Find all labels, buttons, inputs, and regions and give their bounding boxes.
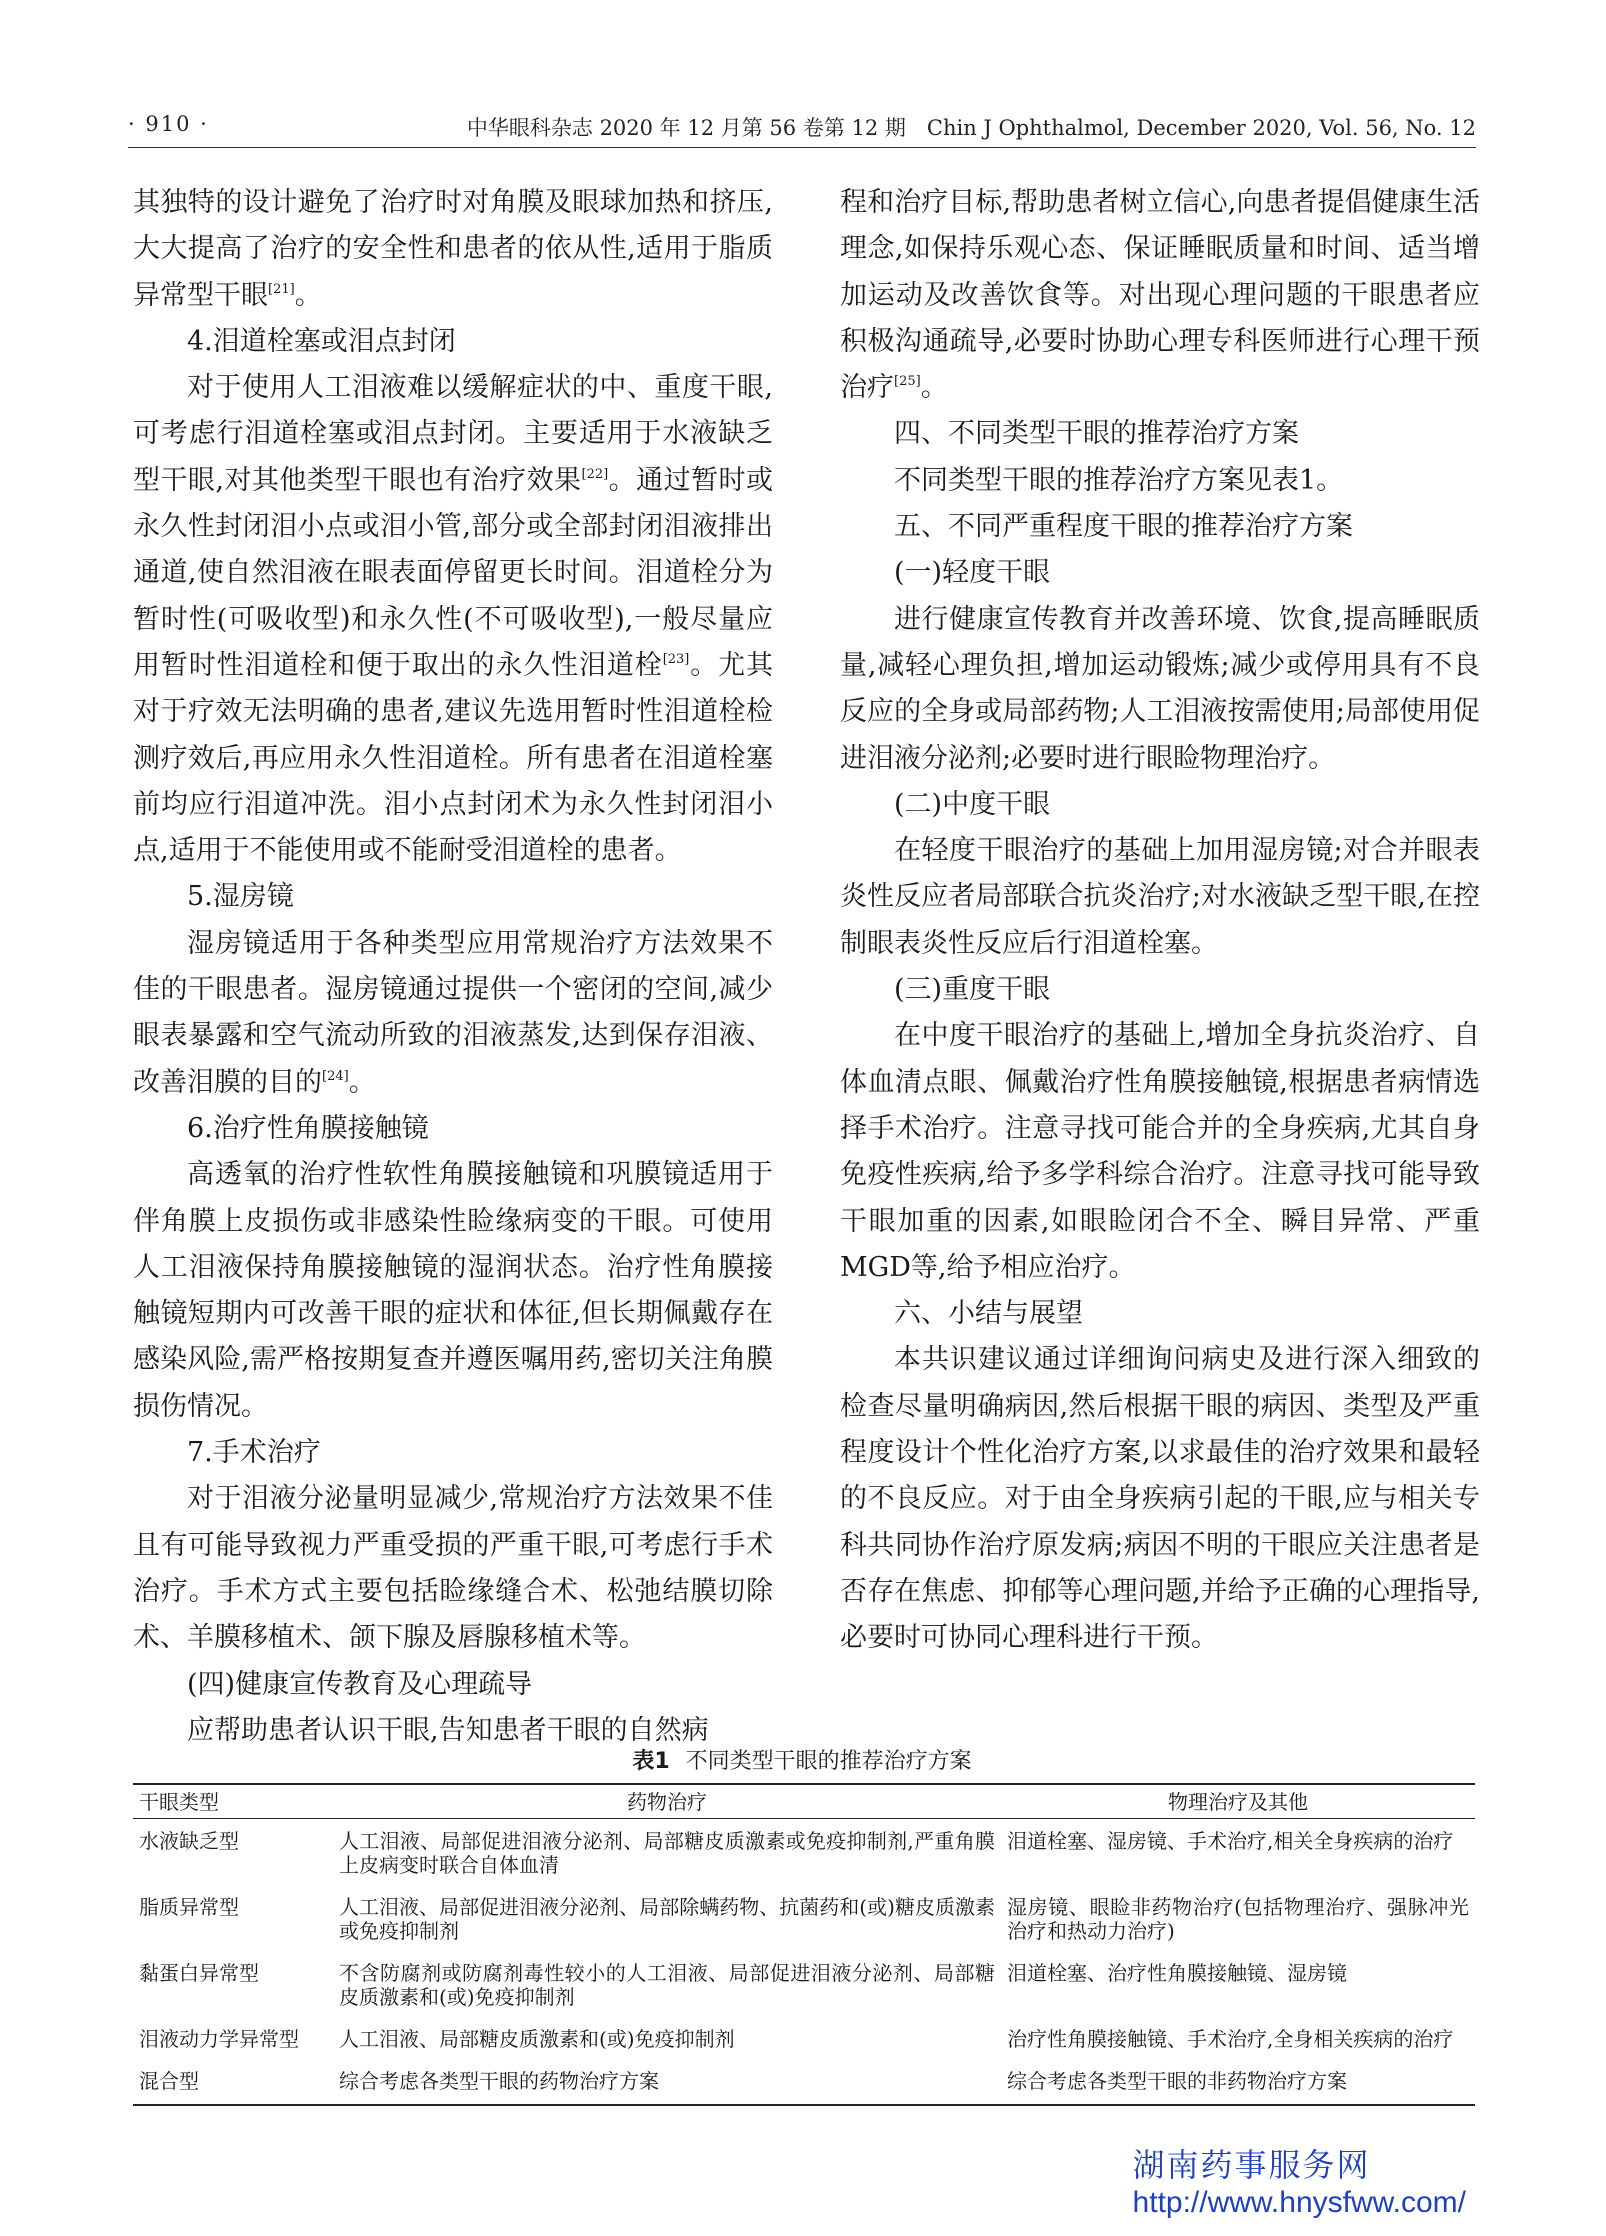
site-watermark	[1133, 2140, 1466, 2220]
table-cell: 人工泪液、局部糖皮质激素和(或)免疫抑制剂	[339, 2027, 735, 2051]
paragraph: 不同类型干眼的推荐治疗方案见表1。	[894, 464, 1344, 496]
citation-ref: [23]	[662, 651, 690, 667]
paragraph: 在轻度干眼治疗的基础上加用湿房镜;对合并眼表炎性反应者局部联合抗炎治疗;对水液缺乏型干眼,在控制眼表炎性反应后行泪道栓塞。	[840, 835, 1480, 959]
table-cell: 泪道栓塞、治疗性角膜接触镜、湿房镜	[1007, 1961, 1347, 1985]
table-cell: 脂质异常型	[139, 1895, 239, 1919]
table-cell: 综合考虑各类型干眼的药物治疗方案	[339, 2069, 659, 2093]
paragraph: 本共识建议通过详细询问病史及进行深入细致的检查尽量明确病因,然后根据干眼的病因、类型及严重程度设计个性化治疗方案,以求最佳的治疗效果和最轻的不良反应。对于由全身疾病引起的干眼,应与相关专科共同协作治疗原发病;病因不明的干眼应关注患者是否存在焦虑、抑郁等心理问题,并给予正确的心理指导,必要时可协同心理科进行干预。	[840, 1344, 1480, 1654]
left-column	[133, 180, 773, 1754]
table-cell: 人工泪液、局部促进泪液分泌剂、局部糖皮质激素或免疫抑制剂,严重角膜上皮病变时联合自体血清	[339, 1829, 995, 1877]
section-heading: 六、小结与展望	[894, 1298, 1083, 1330]
table-cell: 治疗性角膜接触镜、手术治疗,全身相关疾病的治疗	[1007, 2027, 1454, 2051]
paragraph: 湿房镜适用于各种类型应用常规治疗方法效果不佳的干眼患者。湿房镜通过提供一个密闭的空间,减少眼表暴露和空气流动所致的泪液蒸发,达到保存泪液、改善泪膜的目的[24]。	[133, 927, 773, 1098]
table-caption	[128, 1744, 1476, 1775]
paragraph: 其独特的设计避免了治疗时对角膜及眼球加热和挤压,大大提高了治疗的安全性和患者的依从性,适用于脂质异常型干眼[21]。	[133, 187, 773, 311]
paragraph: 进行健康宣传教育并改善环境、饮食,提高睡眠质量,减轻心理负担,增加运动锻炼;减少或停用具有不良反应的全身或局部药物;人工泪液按需使用;局部使用促进泪液分泌剂;必要时进行眼睑物理治疗。	[840, 603, 1480, 774]
citation-ref: [22]	[581, 466, 609, 482]
table-cell: 湿房镜、眼睑非药物治疗(包括物理治疗、强脉冲光治疗和热动力治疗)	[1007, 1895, 1469, 1943]
paragraph: 对于使用人工泪液难以缓解症状的中、重度干眼,可考虑行泪道栓塞或泪点封闭。主要适用于水液缺乏型干眼,对其他类型干眼也有治疗效果[22]。通过暂时或永久性封闭泪小点或泪小管,部分或全部封闭泪液排出通道,使自然泪液在眼表面停留更长时间。泪道栓分为暂时性(可吸收型)和永久性(不可吸收型),一般尽量应用暂时性泪道栓和便于取出的永久性泪道栓[23]。尤其对于疗效无法明确的患者,建议先选用暂时性泪道栓检测疗效后,再应用永久性泪道栓。所有患者在泪道栓塞前均应行泪道冲洗。泪小点封闭术为永久性封闭泪小点,适用于不能使用或不能耐受泪道栓的患者。	[133, 372, 774, 867]
section-heading: 7.手术治疗	[187, 1437, 321, 1469]
section-heading: 四、不同类型干眼的推荐治疗方案	[894, 418, 1299, 450]
citation-ref: [24]	[322, 1068, 349, 1084]
table-cell: 黏蛋白异常型	[139, 1961, 259, 1985]
table-row	[133, 1888, 1475, 1954]
section-heading: (四)健康宣传教育及心理疏导	[187, 1668, 533, 1700]
paragraph: 在中度干眼治疗的基础上,增加全身抗炎治疗、自体血清点眼、佩戴治疗性角膜接触镜,根据患者病情选择手术治疗。注意寻找可能合并的全身疾病,尤其自身免疫性疾病,给予多学科综合治疗。注意寻找可能导致干眼加重的因素,如眼睑闭合不全、瞬目异常、严重MGD等,给予相应治疗。	[840, 1020, 1480, 1283]
table-cell: 综合考虑各类型干眼的非药物治疗方案	[1007, 2069, 1347, 2093]
section-heading: 五、不同严重程度干眼的推荐治疗方案	[894, 511, 1353, 543]
subsection-heading: (一)轻度干眼	[894, 557, 1051, 589]
watermark-url[interactable]: http://www.hnysfww.com/	[1132, 2186, 1466, 2219]
citation-ref: [25]	[894, 374, 921, 390]
header-rule	[128, 147, 1476, 148]
table-cell: 混合型	[139, 2069, 199, 2093]
paragraph: 高透氧的治疗性软性角膜接触镜和巩膜镜适用于伴角膜上皮损伤或非感染性睑缘病变的干眼。可使用人工泪液保持角膜接触镜的湿润状态。治疗性角膜接触镜短期内可改善干眼的症状和体征,但长期佩戴存在感染风险,需严格按期复查并遵医嘱用药,密切关注角膜损伤情况。	[133, 1159, 773, 1422]
table-cell: 人工泪液、局部促进泪液分泌剂、局部除螨药物、抗菌药和(或)糖皮质激素或免疫抑制剂	[339, 1895, 995, 1943]
section-heading: 5.湿房镜	[187, 881, 294, 913]
watermark-name: 湖南药事服务网	[1132, 2147, 1371, 2183]
table-row	[133, 2062, 1475, 2105]
table-cell: 泪液动力学异常型	[139, 2027, 299, 2051]
running-header	[128, 112, 1476, 144]
section-heading: 6.治疗性角膜接触镜	[187, 1112, 429, 1144]
table-row	[133, 1954, 1475, 2020]
table-header-cell: 干眼类型	[139, 1790, 219, 1814]
treatment-table	[133, 1783, 1475, 2106]
table-label: 表1	[632, 1749, 670, 1774]
paragraph: 对于泪液分泌量明显减少,常规治疗方法效果不佳且有可能导致视力严重受损的严重干眼,可考虑行手术治疗。手术方式主要包括睑缘缝合术、松弛结膜切除术、羊膜移植术、颌下腺及唇腺移植术等。	[133, 1483, 773, 1654]
table-row	[133, 1819, 1475, 1889]
table-header-cell: 物理治疗及其他	[1168, 1790, 1308, 1814]
table-cell: 不含防腐剂或防腐剂毒性较小的人工泪液、局部促进泪液分泌剂、局部糖皮质激素和(或)免疫抑制剂	[339, 1961, 995, 2009]
subsection-heading: (二)中度干眼	[894, 788, 1051, 820]
paragraph: 应帮助患者认识干眼,告知患者干眼的自然病	[187, 1714, 709, 1746]
citation-ref: [21]	[268, 281, 295, 297]
table-header-cell: 药物治疗	[627, 1790, 707, 1814]
section-heading: 4.泪道栓塞或泪点封闭	[187, 325, 456, 357]
table-title: 不同类型干眼的推荐治疗方案	[685, 1749, 972, 1774]
page-number: · 910 ·	[128, 112, 209, 136]
paragraph: 程和治疗目标,帮助患者树立信心,向患者提倡健康生活理念,如保持乐观心态、保证睡眠质量和时间、适当增加运动及改善饮食等。对出现心理问题的干眼患者应积极沟通疏导,必要时协助心理专科医师进行心理干预治疗[25]。	[840, 187, 1480, 404]
table-cell: 泪道栓塞、湿房镜、手术治疗,相关全身疾病的治疗	[1007, 1829, 1454, 1853]
table-row	[133, 2020, 1475, 2062]
subsection-heading: (三)重度干眼	[894, 974, 1051, 1006]
right-column	[840, 180, 1480, 1662]
table-header-row	[133, 1784, 1475, 1819]
journal-citation: 中华眼科杂志 2020 年 12 月第 56 卷第 12 期 Chin J Ophthalmol, December 2020, Vol. 56, No. 12	[466, 116, 1476, 140]
table-cell: 水液缺乏型	[139, 1829, 239, 1853]
